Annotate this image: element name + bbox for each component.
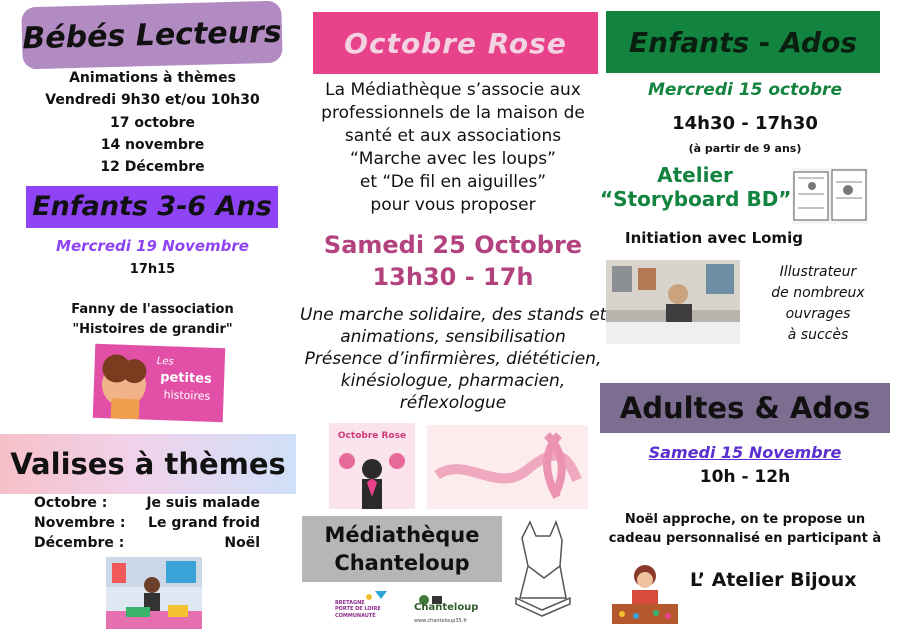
rose-detail-1: Une marche solidaire, des stands et [300, 305, 607, 325]
adultes-time: 10h - 12h [699, 467, 791, 487]
rose-date: Samedi 25 Octobre [323, 231, 583, 259]
octobre-rose-title: Octobre Rose [344, 26, 567, 60]
enfants36-time: 17h15 [129, 262, 176, 277]
petites-histoires-histoires: histoires [163, 388, 211, 403]
enfants-ados-banner [606, 11, 880, 73]
enfants36-line2: "Histoires de grandir" [72, 322, 233, 337]
bretagne-logo-line1: BRETAGNE [335, 600, 365, 606]
storyboard-sketch-image [792, 168, 868, 224]
rose-intro-3: santé et aux associations [344, 126, 562, 146]
bretagne-logo-line2: PORTE DE LOIRE [335, 606, 381, 613]
adultes-date: Samedi 15 Novembre [648, 443, 842, 462]
atelier-bijoux-text: L’ Atelier Bijoux [690, 569, 857, 591]
valises-month-3: Décembre : [34, 535, 125, 551]
atelier-line1: Atelier [657, 163, 733, 187]
valises-theme-3: Noël [224, 535, 260, 551]
rose-detail-2: animations, sensibilisation [340, 327, 566, 347]
chanteloup-logo [410, 590, 478, 630]
wolf-reading-illustration [508, 518, 578, 618]
valises-theme-1: Je suis malade [146, 495, 260, 511]
valises-month-2: Novembre : [34, 515, 126, 531]
illustrateur-line2: de nombreux [771, 285, 865, 301]
mediatheque-line1: Médiathèque [324, 522, 480, 547]
bretagne-logo-line3: COMMUNAUTÉ [335, 612, 376, 619]
enfants-ados-date: Mercredi 15 octobre [648, 80, 842, 100]
petites-histoires-les: Les [156, 355, 174, 368]
enfants-3-6-banner [26, 186, 278, 228]
bebes-date-1: 17 octobre [109, 115, 195, 131]
rose-detail-3: Présence d’infirmières, diététicien, [304, 349, 602, 369]
enfants-ados-title: Enfants - Ados [629, 25, 857, 59]
chanteloup-logo-text: Chanteloup [414, 602, 478, 613]
petites-histoires-logo-image [93, 344, 226, 422]
bebes-line1: Animations à thèmes [69, 70, 236, 86]
valises-theme-2: Le grand froid [148, 515, 260, 531]
rose-intro-5: et “De fil en aiguilles” [359, 172, 547, 192]
pink-ribbon-image [427, 425, 588, 509]
valises-banner [0, 434, 296, 494]
bebes-lecteurs-title: Bébés Lecteurs [21, 14, 283, 56]
enfants36-date: Mercredi 19 Novembre [56, 237, 249, 255]
octobre-rose-poster-image [329, 423, 415, 509]
valises-title: Valises à thèmes [10, 447, 286, 481]
rose-intro-1: La Médiathèque s’associe aux [325, 80, 581, 100]
adultes-line1: Noël approche, on te propose un [624, 512, 866, 527]
initiation-text: Initiation avec Lomig [625, 229, 803, 247]
enfants-ados-age: (à partir de 9 ans) [688, 142, 802, 155]
enfants-ados-time: 14h30 - 17h30 [672, 113, 818, 134]
rose-poster-label: Octobre Rose [337, 431, 407, 441]
valises-photo [106, 557, 202, 629]
bebes-date-3: 12 Décembre [100, 159, 205, 175]
bebes-line2: Vendredi 9h30 et/ou 10h30 [45, 92, 260, 108]
bebes-lecteurs-banner [21, 1, 283, 70]
petites-histoires-petites: petites [159, 370, 212, 387]
rose-time: 13h30 - 17h [372, 263, 534, 291]
bretagne-porte-de-loire-logo [335, 588, 391, 628]
illustrateur-line3: ouvrages [785, 306, 851, 322]
rose-intro-4: “Marche avec les loups” [350, 149, 556, 169]
enfants-3-6-title: Enfants 3-6 Ans [32, 190, 272, 222]
illustrateur-line1: Illustrateur [779, 264, 857, 280]
mediatheque-banner [302, 516, 502, 582]
atelier-bijoux-illustration [608, 558, 682, 628]
rose-intro-2: professionnels de la maison de [321, 103, 585, 123]
adultes-line2: cadeau personnalisé en participant à [608, 531, 882, 546]
enfants36-line1: Fanny de l'association [71, 302, 234, 317]
chanteloup-website: www.chanteloup35.fr [414, 618, 468, 624]
bebes-date-2: 14 novembre [100, 137, 205, 153]
rose-detail-4: kinésiologue, pharmacien, [340, 371, 566, 391]
adultes-ados-banner [600, 383, 890, 433]
rose-intro-6: pour vous proposer [370, 195, 536, 215]
rose-detail-5: réflexologue [399, 393, 507, 413]
illustrateur-line4: à succès [787, 327, 849, 343]
octobre-rose-banner [313, 12, 598, 74]
valises-month-1: Octobre : [34, 495, 108, 511]
atelier-line2: “Storyboard BD” [600, 187, 792, 211]
adultes-ados-title: Adultes & Ados [619, 391, 871, 425]
illustrator-photo [606, 260, 740, 344]
mediatheque-line2: Chanteloup [334, 551, 470, 575]
